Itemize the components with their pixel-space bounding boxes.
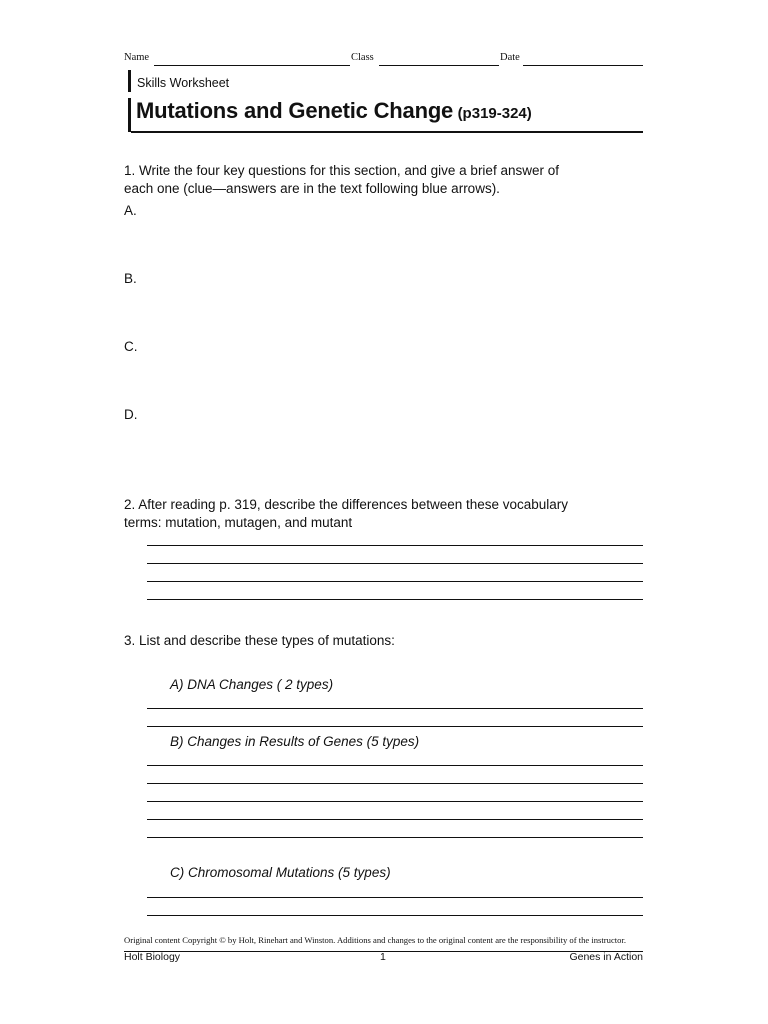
answer-line[interactable] bbox=[147, 837, 643, 838]
question-2 bbox=[124, 496, 568, 532]
answer-line[interactable] bbox=[147, 708, 643, 709]
answer-line[interactable] bbox=[147, 915, 643, 916]
question-1-line-1: 1. Write the four key questions for this section, and give a brief answer of bbox=[124, 163, 559, 178]
class-label: Class bbox=[351, 52, 374, 63]
part-b-label: B) Changes in Results of Genes (5 types) bbox=[170, 734, 420, 749]
worksheet-type-label: Skills Worksheet bbox=[137, 76, 230, 90]
footer-page-number: 1 bbox=[380, 951, 386, 963]
name-label: Name bbox=[124, 52, 150, 63]
worksheet-type bbox=[128, 70, 229, 92]
title-underline bbox=[131, 131, 643, 133]
title-pages: (p319-324) bbox=[457, 105, 532, 122]
answer-line[interactable] bbox=[147, 599, 643, 600]
answer-line[interactable] bbox=[147, 819, 643, 820]
answer-b-label: B. bbox=[124, 271, 137, 286]
date-label: Date bbox=[500, 52, 520, 63]
page-title bbox=[128, 98, 646, 132]
name-field[interactable] bbox=[154, 65, 350, 66]
answer-line[interactable] bbox=[147, 765, 643, 766]
answer-a-label: A. bbox=[124, 203, 137, 218]
date-field[interactable] bbox=[523, 65, 643, 66]
footer-chapter-title: Genes in Action bbox=[569, 951, 643, 963]
answer-line[interactable] bbox=[147, 897, 643, 898]
question-2-line-2: terms: mutation, mutagen, and mutant bbox=[124, 515, 353, 530]
class-field[interactable] bbox=[379, 65, 499, 66]
answer-d-label: D. bbox=[124, 407, 138, 422]
copyright-notice: Original content Copyright © by Holt, Rinehart and Winston. Additions and changes to the original content are the responsibility of the instructor. bbox=[124, 935, 626, 945]
question-2-line-1: 2. After reading p. 319, describe the differences between these vocabulary bbox=[124, 497, 569, 512]
answer-c-label: C. bbox=[124, 339, 138, 354]
question-1-line-2: each one (clue—answers are in the text following blue arrows). bbox=[124, 181, 500, 196]
answer-line[interactable] bbox=[147, 581, 643, 582]
part-a-label: A) DNA Changes ( 2 types) bbox=[170, 677, 334, 692]
question-3: 3. List and describe these types of mutations: bbox=[124, 633, 395, 648]
answer-line[interactable] bbox=[147, 563, 643, 564]
answer-line[interactable] bbox=[147, 545, 643, 546]
title-main: Mutations and Genetic Change bbox=[136, 98, 454, 123]
footer-book-title: Holt Biology bbox=[124, 951, 181, 963]
part-c-label: C) Chromosomal Mutations (5 types) bbox=[170, 865, 391, 880]
answer-line[interactable] bbox=[147, 783, 643, 784]
answer-line[interactable] bbox=[147, 726, 643, 727]
question-1 bbox=[124, 162, 559, 198]
answer-line[interactable] bbox=[147, 801, 643, 802]
